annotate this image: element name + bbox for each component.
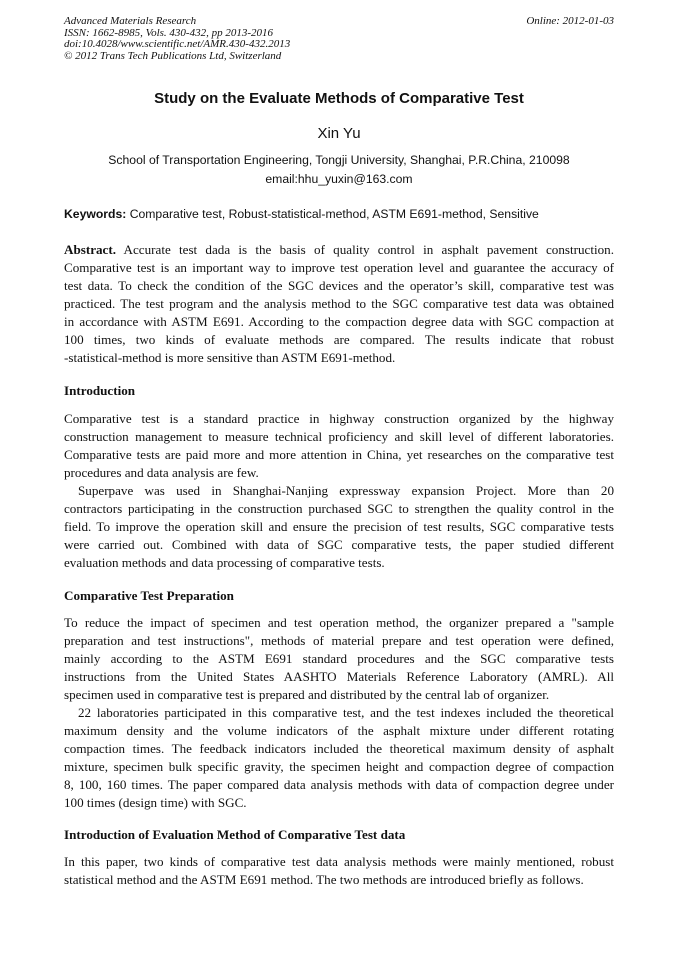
abstract [64, 241, 614, 367]
abstract-line: 100 times, two kinds of evaluate methods are compared. The results indicate that robust [64, 332, 614, 347]
abstract-line: practiced. The test program and the analysis method to the SGC comparative test data was obtained [64, 296, 614, 311]
text-line: specimen used in comparative test is prepared and distributed by the central lab of organizer. [64, 687, 550, 702]
section-body [64, 410, 614, 572]
text-line: field. To improve the operation skill and ensure the precision of test results, SGC comparative tests [64, 519, 614, 534]
text-line: preparation and test instructions", methods of material prepare and test operation were defined, [64, 633, 614, 648]
issn: ISSN: 1662-8985, Vols. 430-432, pp 2013-2016 [64, 26, 273, 39]
author: Xin Yu [317, 125, 361, 142]
section-heading: Introduction of Evaluation Method of Comparative Test data [64, 827, 406, 842]
online-date: Online: 2012-01-03 [526, 15, 614, 27]
text-line: 100 times (design time) with SGC. [64, 795, 247, 810]
abstract-line [64, 241, 614, 259]
copyright: © 2012 Trans Tech Publications Ltd, Switzerland [64, 49, 282, 62]
affiliation: School of Transportation Engineering, Tongji University, Shanghai, P.R.China, 210098 [108, 153, 570, 167]
text-line: mainly according to the ASTM E691 standard procedures and the SGC comparative tests [64, 651, 614, 666]
abstract-line: in accordance with ASTM E691. According to the compaction degree data with SGC compaction at [64, 314, 614, 329]
text-line: construction management to measure technical proficiency and skill level of different laboratories. [64, 429, 614, 444]
doi: doi:10.4028/www.scientific.net/AMR.430-432.2013 [64, 38, 291, 50]
text-line: 8, 100, 160 times. The paper compared data analysis methods with data of compaction degree under [64, 777, 614, 792]
email: email:hhu_yuxin@163.com [265, 172, 413, 186]
text-line: To reduce the impact of specimen and test operation method, the organizer prepared a "sample [64, 615, 614, 630]
abstract-text: Accurate test dada is the basis of quality control in asphalt pavement construction. [116, 242, 614, 257]
abstract-line: test data. To check the condition of the SGC devices and the operator’s skill, comparative test was [64, 278, 614, 293]
text-line: statistical method and the ASTM E691 method. The two methods are introduced briefly as follows. [64, 872, 584, 887]
abstract-label: Abstract. [64, 242, 116, 257]
section-heading: Introduction [64, 383, 136, 398]
paragraph [64, 614, 614, 704]
text-line: mixture, specimen bulk specific gravity, the specimen height and compaction degree of compaction [64, 759, 614, 774]
text-line: instructions from the United States AASHTO Materials Reference Laboratory (AMRL). All [64, 669, 614, 684]
journal-header [64, 16, 290, 62]
text-line: compaction times. The feedback indicators included the theoretical maximum density of asphalt [64, 741, 614, 756]
abstract-line: Comparative test is an important way to improve test operation level and guarantee the accuracy of [64, 260, 614, 275]
paragraph [64, 410, 614, 482]
keywords [64, 207, 539, 221]
text-line: contractors participating in the construction purchased SGC to strengthen the quality control in the [64, 501, 614, 516]
text-line: maximum density and the volume indicators of the asphalt mixture under different rotating [64, 723, 614, 738]
abstract-line: -statistical-method is more sensitive than ASTM E691-method. [64, 350, 396, 365]
paragraph [64, 482, 614, 572]
paragraph [64, 704, 614, 812]
text-line: Comparative test is a standard practice in highway construction organized by the highway [64, 411, 614, 426]
text-line: procedures and data analysis are few. [64, 465, 259, 480]
section-heading: Comparative Test Preparation [64, 588, 234, 603]
keywords-text: Comparative test, Robust-statistical-method, ASTM E691-method, Sensitive [126, 207, 539, 221]
section-body [64, 853, 614, 889]
text-line: evaluation methods and data processing of comparative tests. [64, 555, 385, 570]
keywords-label: Keywords: [64, 207, 127, 221]
text-line: Superpave was used in Shanghai-Nanjing expressway expansion Project. More than 20 [78, 483, 614, 498]
text-line: Comparative tests are paid more and more attention in China, yet researches on the comparative test [64, 447, 614, 462]
text-line: In this paper, two kinds of comparative test data analysis methods were mainly mentioned, robust [64, 854, 614, 869]
section-body [64, 614, 614, 812]
paragraph [64, 853, 614, 889]
text-line: were carried out. Combined with data of SGC comparative tests, the paper studied different [64, 537, 614, 552]
paper-title: Study on the Evaluate Methods of Comparative Test [154, 90, 524, 107]
journal-name: Advanced Materials Research [64, 15, 197, 27]
text-line: 22 laboratories participated in this comparative test, and the test indexes included the theoretical [78, 705, 614, 720]
